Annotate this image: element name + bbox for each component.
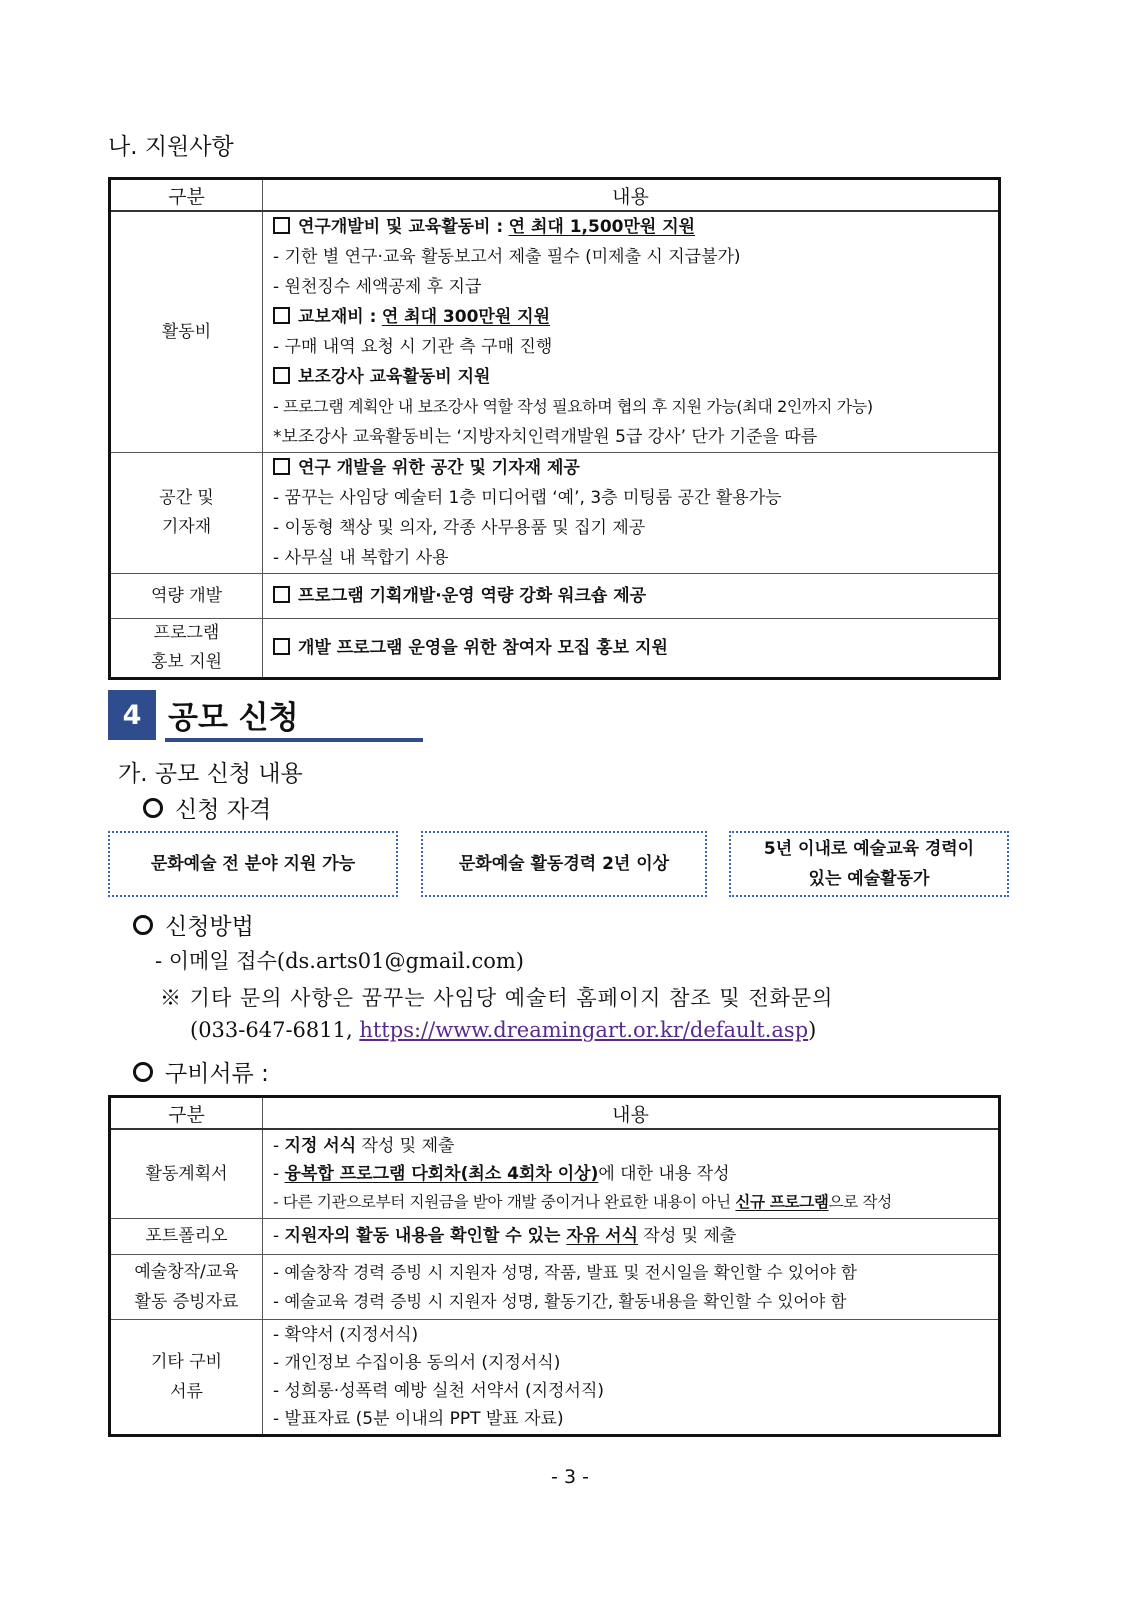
docs-row-category: 활동계획서	[110, 1129, 263, 1219]
support-item-heading: 연구 개발을 위한 공간 및 기자재 제공	[263, 453, 998, 483]
eligibility-box-3: 5년 이내로 예술교육 경력이 있는 예술활동가	[729, 831, 1009, 897]
section-title: 공모 신청	[168, 700, 299, 736]
support-item-detail: - 원천징수 세액공제 후 지급	[273, 277, 482, 297]
docs-row-category: 기타 구비 서류	[110, 1320, 263, 1436]
inquiry-note: ※ 기타 문의 사항은 꿈꾸는 사임당 예술터 홈페이지 참조 및 전화문의	[160, 986, 834, 1010]
support-row-category: 역량 개발	[110, 574, 263, 619]
table-row	[110, 1320, 1000, 1436]
method-heading: 신청방법	[133, 908, 254, 941]
email-line: - 이메일 접수(ds.arts01@gmail.com)	[155, 949, 524, 973]
eligibility-box-2: 문화예술 활동경력 2년 이상	[421, 831, 707, 897]
support-item-detail: *보조강사 교육활동비는 ‘지방자치인력개발원 5급 강사’ 단가 기준을 따름	[273, 427, 818, 447]
support-table-head-category: 구분	[110, 179, 263, 212]
eligibility-box-1: 문화예술 전 분야 지원 가능	[108, 831, 398, 897]
docs-row-content: - 지원자의 활동 내용을 확인할 수 있는 자유 서식 작성 및 제출	[263, 1219, 1000, 1255]
support-item-detail: - 사무실 내 복합기 사용	[273, 548, 449, 568]
circle-bullet-icon	[143, 798, 163, 818]
support-item-detail: - 꿈꾸는 사임당 예술터 1층 미디어랩 ‘예’, 3층 미팅룸 공간 활용가능	[273, 488, 782, 508]
checkbox-square-icon	[273, 458, 290, 475]
support-item-detail: - 구매 내역 요청 시 기관 측 구매 진행	[273, 337, 553, 357]
contact-line	[190, 1018, 816, 1042]
docs-row-content: - 지정 서식 작성 및 제출 - 융복합 프로그램 다회차(최소 4회차 이상)에 대한 내용 작성 - 다른 기관으로부터 지원금을 받아 개발 중이거나 완료한 내용이 아닌 신규 프로그램으로 작성	[263, 1129, 1000, 1219]
table-row	[110, 1129, 1000, 1219]
support-item-heading: 개발 프로그램 운영을 위한 참여자 모집 홍보 지원	[263, 633, 998, 663]
section-title-underline	[165, 738, 423, 742]
docs-table	[108, 1095, 1001, 1437]
checkbox-square-icon	[273, 217, 290, 234]
table-row	[110, 1255, 1000, 1320]
table-row	[110, 453, 1000, 574]
docs-heading: 구비서류 :	[133, 1055, 269, 1088]
support-table-head-content: 내용	[263, 179, 1000, 212]
section-number-badge: 4	[108, 690, 156, 740]
subsection-heading: 가. 공모 신청 내용	[118, 761, 303, 787]
table-row	[110, 211, 1000, 453]
support-row-category: 프로그램 홍보 지원	[110, 619, 263, 679]
checkbox-square-icon	[273, 367, 290, 384]
table-row	[110, 574, 1000, 619]
support-table	[108, 177, 1001, 680]
support-item-heading: 프로그램 기획개발·운영 역량 강화 워크숍 제공	[263, 581, 998, 611]
support-item-heading: 보조강사 교육활동비 지원	[263, 362, 998, 392]
page-number: - 3 -	[551, 1466, 589, 1488]
circle-bullet-icon	[133, 915, 153, 935]
support-item-heading: 교보재비 : 연 최대 300만원 지원	[263, 302, 998, 332]
docs-row-category: 포트폴리오	[110, 1219, 263, 1255]
support-row-category: 활동비	[110, 211, 263, 453]
docs-row-content: - 예술창작 경력 증빙 시 지원자 성명, 작품, 발표 및 전시일을 확인할 수 있어야 함 - 예술교육 경력 증빙 시 지원자 성명, 활동기간, 활동내용을 확인할 수 있어야 함	[263, 1255, 1000, 1320]
eligibility-heading: 신청 자격	[143, 791, 271, 824]
support-row-category: 공간 및 기자재	[110, 453, 263, 574]
table-row	[110, 1219, 1000, 1255]
contact-close: )	[808, 1018, 817, 1042]
phone-number: (033-647-6811,	[190, 1018, 360, 1042]
support-item-detail: - 이동형 책상 및 의자, 각종 사무용품 및 집기 제공	[273, 518, 646, 538]
support-row-content	[263, 619, 1000, 679]
circle-bullet-icon	[133, 1062, 153, 1082]
section-heading-support: 나. 지원사항	[108, 134, 234, 160]
docs-table-head-content: 내용	[263, 1097, 1000, 1130]
docs-row-category: 예술창작/교육 활동 증빙자료	[110, 1255, 263, 1320]
support-item-heading: 연구개발비 및 교육활동비 : 연 최대 1,500만원 지원	[263, 212, 998, 242]
support-row-content	[263, 453, 1000, 574]
docs-table-head-category: 구분	[110, 1097, 263, 1130]
docs-row-content: - 확약서 (지정서식) - 개인정보 수집이용 동의서 (지정서식) - 성희롱·성폭력 예방 실천 서약서 (지정서직) - 발표자료 (5분 이내의 PPT 발표 자료)	[263, 1320, 1000, 1436]
support-row-content	[263, 211, 1000, 453]
checkbox-square-icon	[273, 586, 290, 603]
support-item-detail: - 프로그램 계획안 내 보조강사 역할 작성 필요하며 협의 후 지원 가능(최대 2인까지 가능)	[273, 397, 873, 416]
support-row-content	[263, 574, 1000, 619]
support-item-detail: - 기한 별 연구·교육 활동보고서 제출 필수 (미제출 시 지급불가)	[273, 247, 741, 267]
homepage-link[interactable]: https://www.dreamingart.or.kr/default.asp	[359, 1018, 809, 1042]
table-row	[110, 619, 1000, 679]
checkbox-square-icon	[273, 307, 290, 324]
checkbox-square-icon	[273, 638, 290, 655]
